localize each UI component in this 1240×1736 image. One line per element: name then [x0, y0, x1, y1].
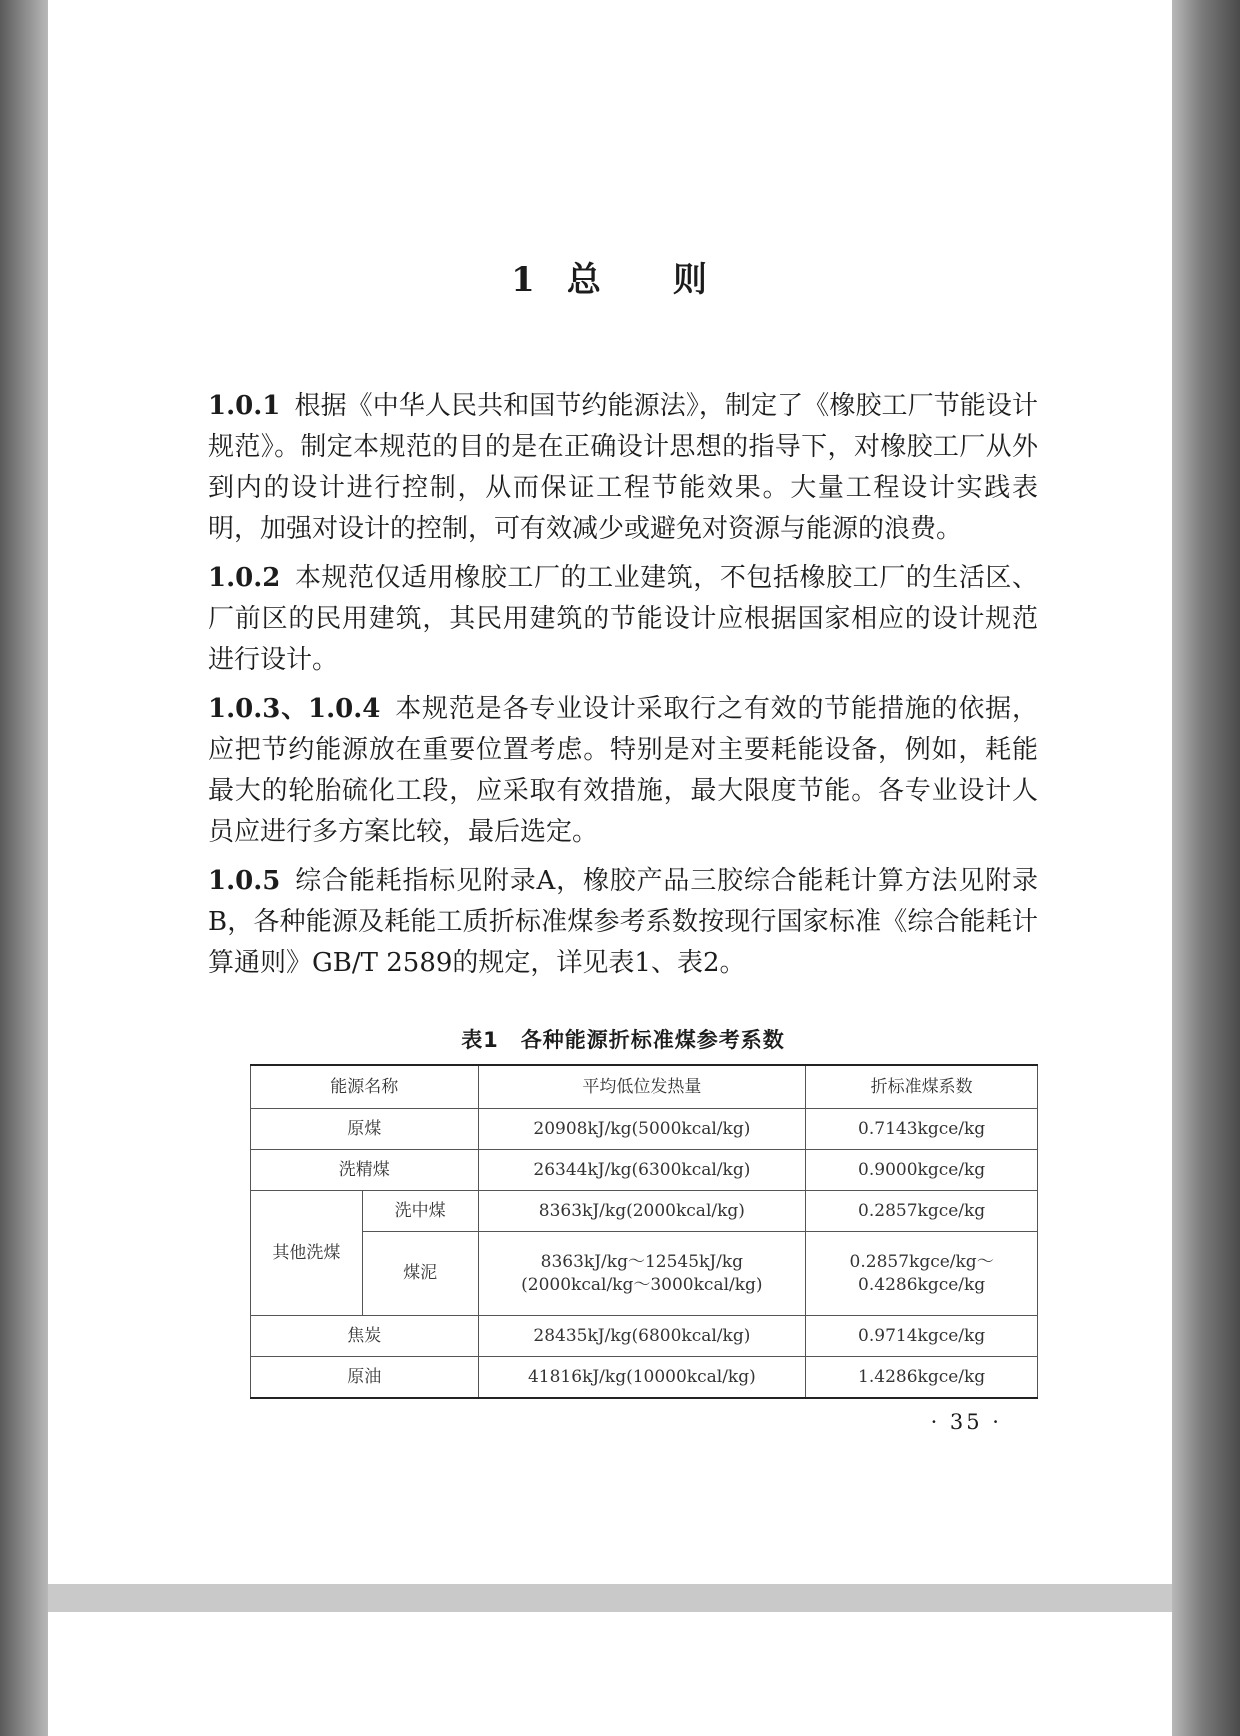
chapter-number: 1	[511, 260, 537, 300]
viewer-left-margin	[0, 0, 48, 1736]
cell-coef	[806, 1232, 1038, 1316]
cell-heat: 8363kJ/kg(2000kcal/kg)	[478, 1191, 806, 1232]
clause-number: 1.0.2	[208, 563, 281, 593]
header-heat-value: 平均低位发热量	[478, 1065, 806, 1109]
clause-text: 本规范仅适用橡胶工厂的工业建筑，不包括橡胶工厂的生活区、厂前区的民用建筑，其民用建筑的节能设计应根据国家相应的设计规范进行设计。	[208, 563, 1038, 675]
cell-coef: 0.9000kgce/kg	[806, 1150, 1038, 1191]
body-text	[208, 386, 1038, 992]
chapter-title	[48, 252, 1172, 301]
page-number: · 35 ·	[930, 1410, 1002, 1434]
table-row	[251, 1191, 1038, 1232]
table-row	[251, 1357, 1038, 1398]
clause-number: 1.0.1	[208, 391, 281, 421]
chapter-word-1: 总	[566, 260, 603, 300]
cell-coef-line-2: 0.4286kgce/kg	[858, 1274, 986, 1295]
clause-number: 1.0.3、1.0.4	[208, 694, 381, 724]
header-coefficient: 折标准煤系数	[806, 1065, 1038, 1109]
cell-heat: 26344kJ/kg(6300kcal/kg)	[478, 1150, 806, 1191]
table-row	[251, 1109, 1038, 1150]
table-header-row	[251, 1065, 1038, 1109]
cell-name: 焦炭	[251, 1316, 479, 1357]
cell-coef: 0.9714kgce/kg	[806, 1316, 1038, 1357]
cell-heat: 28435kJ/kg(6800kcal/kg)	[478, 1316, 806, 1357]
cell-coef: 1.4286kgce/kg	[806, 1357, 1038, 1398]
clause-paragraph	[208, 386, 1038, 550]
cell-heat: 20908kJ/kg(5000kcal/kg)	[478, 1109, 806, 1150]
cell-heat-line-1: 8363kJ/kg～12545kJ/kg	[540, 1252, 744, 1273]
cell-coef: 0.7143kgce/kg	[806, 1109, 1038, 1150]
clause-number: 1.0.5	[208, 866, 281, 896]
table-row	[251, 1316, 1038, 1357]
clause-text: 综合能耗指标见附录A，橡胶产品三胶综合能耗计算方法见附录B，各种能源及耗能工质折标准煤参考系数按现行国家标准《综合能耗计算通则》GB/T 2589的规定，详见表1、表2。	[208, 866, 1038, 978]
table-caption: 表1 各种能源折标准煤参考系数	[461, 1028, 785, 1052]
cell-coef-line-1: 0.2857kgce/kg～	[849, 1252, 994, 1273]
document-page	[48, 0, 1172, 1584]
cell-coef: 0.2857kgce/kg	[806, 1191, 1038, 1232]
cell-name: 洗精煤	[251, 1150, 479, 1191]
clause-paragraph	[208, 558, 1038, 681]
cell-name: 原煤	[251, 1109, 479, 1150]
chapter-word-2: 则	[672, 260, 709, 300]
cell-subname: 洗中煤	[362, 1191, 478, 1232]
viewer-right-margin	[1172, 0, 1240, 1736]
clause-paragraph	[208, 861, 1038, 984]
cell-heat	[478, 1232, 806, 1316]
clause-paragraph	[208, 689, 1038, 853]
header-energy-name: 能源名称	[251, 1065, 479, 1109]
cell-heat-line-2: (2000kcal/kg～3000kcal/kg)	[521, 1274, 763, 1295]
table-row	[251, 1150, 1038, 1191]
cell-group-name: 其他洗煤	[251, 1191, 363, 1316]
cell-name: 原油	[251, 1357, 479, 1398]
clause-text: 本规范是各专业设计采取行之有效的节能措施的依据，应把节约能源放在重要位置考虑。特别是对主要耗能设备，例如，耗能最大的轮胎硫化工段，应采取有效措施，最大限度节能。各专业设计人员应进行多方案比较，最后选定。	[208, 694, 1038, 847]
next-page-preview	[48, 1612, 1172, 1736]
cell-subname: 煤泥	[362, 1232, 478, 1316]
energy-coefficient-table	[250, 1064, 1038, 1399]
table-row	[251, 1232, 1038, 1316]
clause-text: 根据《中华人民共和国节约能源法》，制定了《橡胶工厂节能设计规范》。制定本规范的目的是在正确设计思想的指导下，对橡胶工厂从外到内的设计进行控制，从而保证工程节能效果。大量工程设计实践表明，加强对设计的控制，可有效减少或避免对资源与能源的浪费。	[208, 391, 1038, 544]
cell-heat: 41816kJ/kg(10000kcal/kg)	[478, 1357, 806, 1398]
